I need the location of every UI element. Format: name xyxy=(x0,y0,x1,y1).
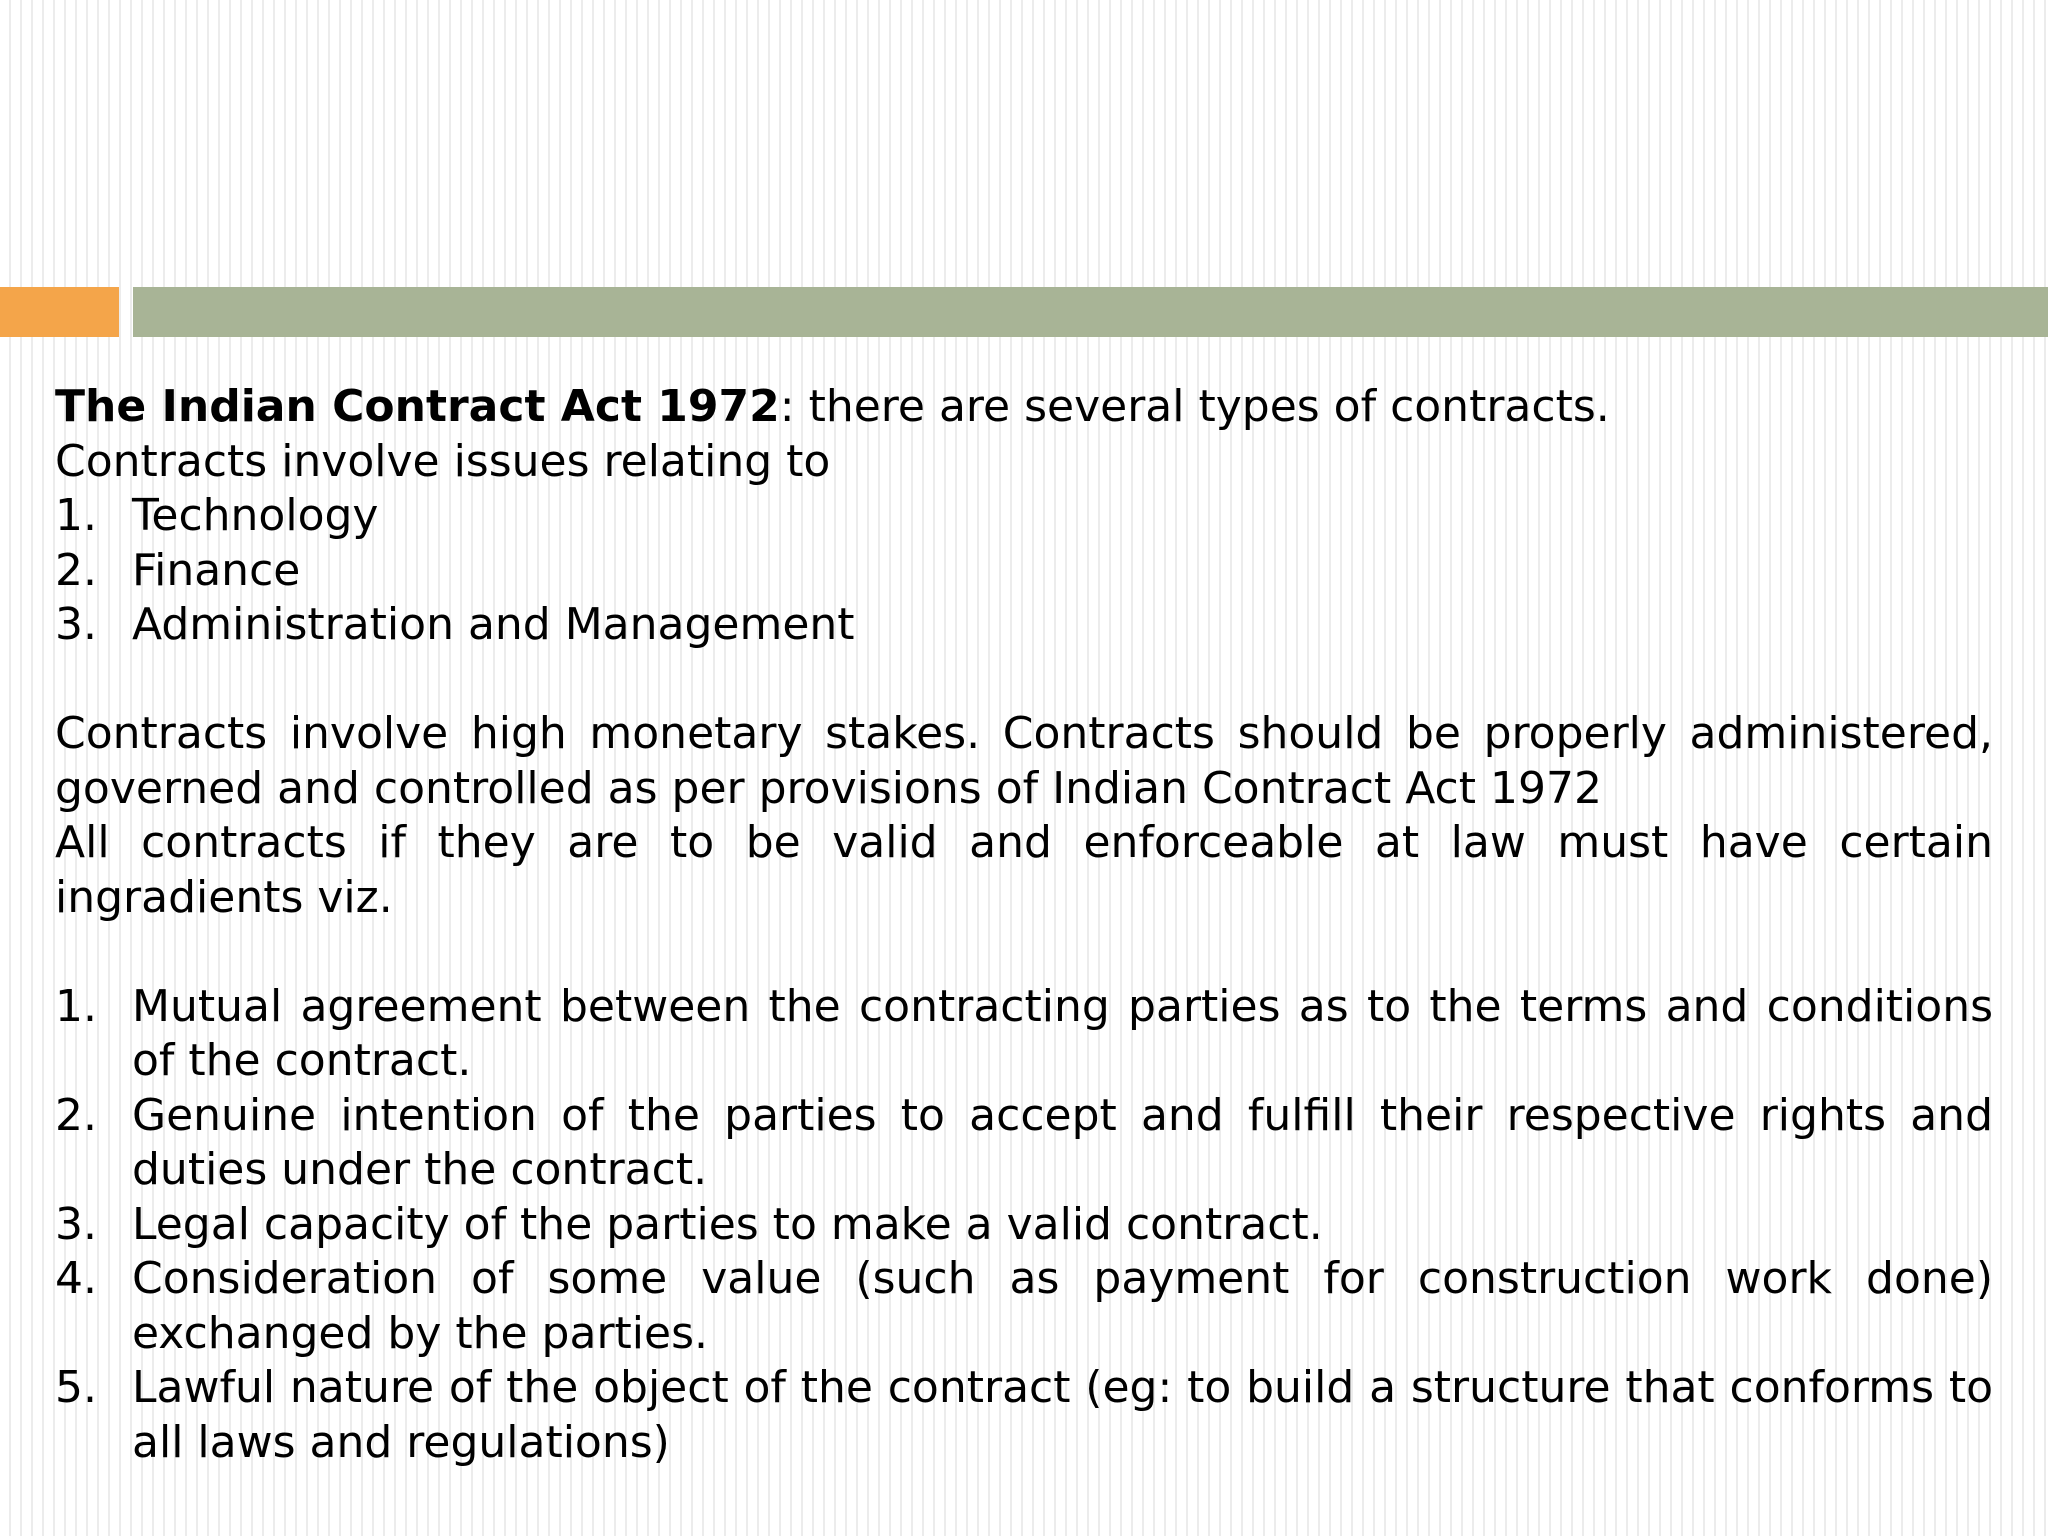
accent-bar-green xyxy=(133,287,2048,337)
list-item-text: Legal capacity of the parties to make a valid contract. xyxy=(132,1198,1323,1250)
ingredients-list xyxy=(55,980,1993,1471)
list-number: 1. xyxy=(55,980,97,1032)
list-item-text: Administration and Management xyxy=(132,599,855,650)
list-number: 3. xyxy=(55,1198,97,1250)
list-item xyxy=(55,489,1993,544)
list-item xyxy=(55,1198,1993,1253)
heading-rest: : there are several types of contracts. xyxy=(779,381,1610,432)
list-item xyxy=(55,980,1993,1089)
list-item-text: Consideration of some value (such as payment for construction work done) exchanged by the parties. xyxy=(132,1253,1993,1359)
list-item xyxy=(55,1252,1993,1361)
list-item xyxy=(55,1089,1993,1198)
list-item-text: Genuine intention of the parties to accept and fulfill their respective rights and duties under the contract. xyxy=(132,1089,1993,1195)
list-item xyxy=(55,598,1993,653)
list-item xyxy=(55,544,1993,599)
list-number: 2. xyxy=(55,544,97,596)
slide-content xyxy=(55,380,1993,1470)
stakes-paragraph: Contracts involve high monetary stakes. Contracts should be properly administered, governed and controlled as per provisions of Indian Contract Act 1972 xyxy=(55,708,1993,814)
intro-line: Contracts involve issues relating to xyxy=(55,435,831,487)
list-item-text: Technology xyxy=(132,490,379,541)
act-title: The Indian Contract Act 1972 xyxy=(55,381,780,432)
list-item-text: Lawful nature of the object of the contract (eg: to build a structure that conforms to all laws and regulations) xyxy=(132,1362,1993,1468)
list-item-text: Finance xyxy=(132,544,301,596)
validity-paragraph: All contracts if they are to be valid and enforceable at law must have certain ingradients viz. xyxy=(55,817,1993,923)
list-number: 4. xyxy=(55,1253,97,1304)
slide-heading xyxy=(55,380,1993,435)
list-number: 2. xyxy=(55,1089,97,1141)
list-number: 3. xyxy=(55,599,97,650)
list-item-text: Mutual agreement between the contracting parties as to the terms and conditions of the contract. xyxy=(132,980,1993,1086)
list-item xyxy=(55,1361,1993,1470)
list-number: 5. xyxy=(55,1362,97,1413)
accent-bar-orange xyxy=(0,287,119,337)
list-number: 1. xyxy=(55,490,97,541)
issues-list xyxy=(55,489,1993,653)
